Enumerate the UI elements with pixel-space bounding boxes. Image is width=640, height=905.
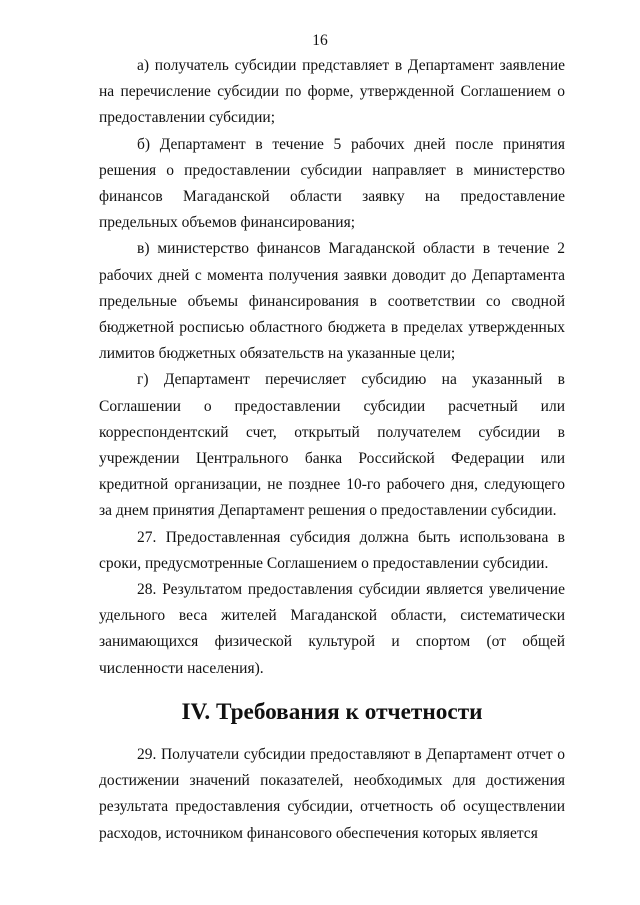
paragraph-28: 28. Результатом предоставления субсидии является увеличение удельного веса жителей Магаданской области, систематически занимающихся физической культурой и спортом (от общей численности населения).: [99, 581, 565, 677]
paragraph-a: а) получатель субсидии представляет в Департамент заявление на перечисление субсидии по форме, утвержденной Соглашением о предоставлении субсидии;: [99, 57, 565, 127]
paragraph-v: в) министерство финансов Магаданской области в течение 2 рабочих дней с момента получения заявки доводит до Департамента предельные объемы финансирования в соответствии со сводной бюджетной росписью областного бюджета в пределах утвержденных лимитов бюджетных обязательств на указанные цели;: [99, 240, 565, 363]
paragraph-27: 27. Предоставленная субсидия должна быть использована в сроки, предусмотренные Соглашением о предоставлении субсидии.: [99, 528, 565, 572]
document-body: [99, 53, 565, 847]
section-heading: IV. Требования к отчетности: [181, 698, 483, 725]
paragraph-g: г) Департамент перечисляет субсидию на указанный в Соглашении о предоставлении субсидии расчетный или корреспондентский счет, открытый получателем субсидии в учреждении Центрального банка Российской Федерации или кредитной организации, не позднее 10-го рабочего дня, следующего за днем принятия Департамент решения о предоставлении субсидии.: [99, 371, 565, 520]
page-number: 16: [312, 32, 328, 49]
paragraph-b: б) Департамент в течение 5 рабочих дней после принятия решения о предоставлении субсидии направляет в министерство финансов Магаданской области заявку на предоставление предельных объемов финансирования;: [99, 135, 565, 232]
paragraph-29: 29. Получатели субсидии предоставляют в Департамент отчет о достижении значений показателей, необходимых для достижения результата предоставления субсидии, отчетность об осуществлении расходов, источником финансового обеспечения которых является: [99, 746, 565, 842]
